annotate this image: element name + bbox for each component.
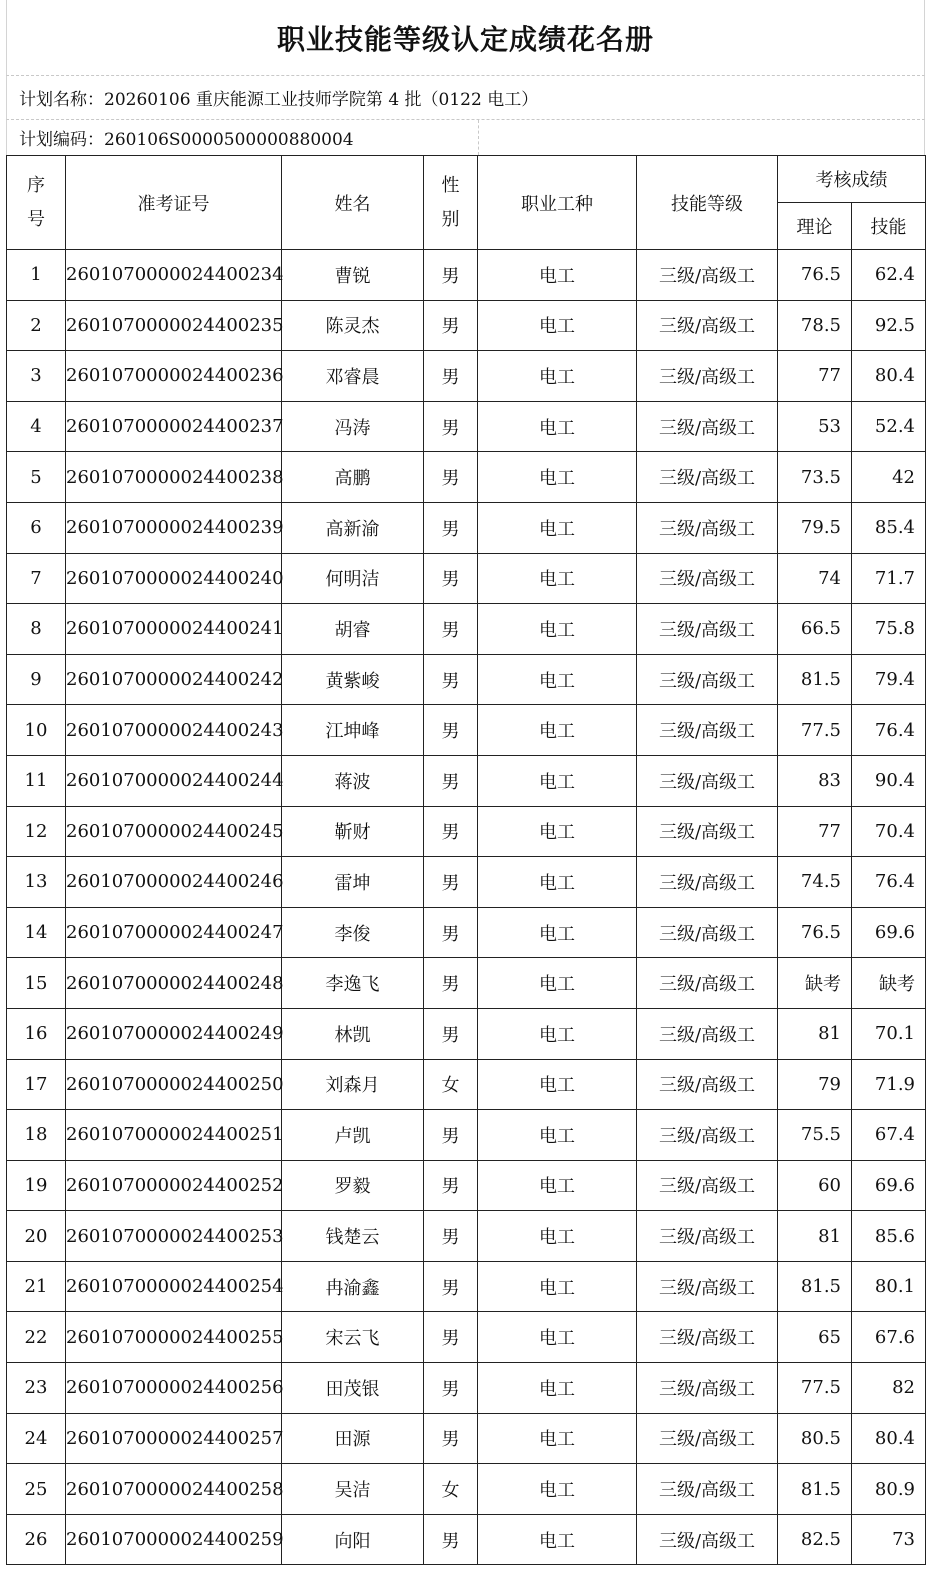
- cell-occupation: 电工: [478, 401, 637, 452]
- cell-ticket: 2601070000024400253: [66, 1211, 282, 1262]
- cell-gender: 男: [424, 958, 478, 1009]
- header-seq: 序 号: [7, 156, 66, 250]
- cell-occupation: 电工: [478, 1211, 637, 1262]
- table-row: [7, 300, 926, 351]
- cell-seq: 25: [7, 1464, 66, 1515]
- cell-skill: 76.4: [852, 705, 926, 756]
- cell-occupation: 电工: [478, 1413, 637, 1464]
- plan-code-row: [6, 120, 925, 155]
- cell-skill: 80.9: [852, 1464, 926, 1515]
- cell-ticket: 2601070000024400236: [66, 351, 282, 402]
- table-row: [7, 604, 926, 655]
- cell-ticket: 2601070000024400248: [66, 958, 282, 1009]
- table-row: [7, 806, 926, 857]
- cell-seq: 2: [7, 300, 66, 351]
- cell-level: 三级/高级工: [637, 553, 778, 604]
- cell-ticket: 2601070000024400238: [66, 452, 282, 503]
- cell-level: 三级/高级工: [637, 755, 778, 806]
- cell-theory: 77.5: [778, 1363, 852, 1414]
- cell-gender: 男: [424, 452, 478, 503]
- table-row: [7, 958, 926, 1009]
- cell-seq: 10: [7, 705, 66, 756]
- table-row: [7, 1059, 926, 1110]
- cell-theory: 77: [778, 351, 852, 402]
- cell-skill: 80.4: [852, 1413, 926, 1464]
- table-body: [7, 250, 926, 1565]
- cell-occupation: 电工: [478, 502, 637, 553]
- cell-occupation: 电工: [478, 1363, 637, 1414]
- table-row: [7, 907, 926, 958]
- cell-gender: 男: [424, 351, 478, 402]
- cell-theory: 81.5: [778, 1464, 852, 1515]
- table-row: [7, 1514, 926, 1565]
- cell-level: 三级/高级工: [637, 452, 778, 503]
- header-theory: 理论: [778, 203, 852, 250]
- cell-name: 陈灵杰: [282, 300, 424, 351]
- cell-name: 靳财: [282, 806, 424, 857]
- cell-name: 卢凯: [282, 1110, 424, 1161]
- cell-level: 三级/高级工: [637, 654, 778, 705]
- cell-ticket: 2601070000024400251: [66, 1110, 282, 1161]
- cell-gender: 男: [424, 1514, 478, 1565]
- cell-level: 三级/高级工: [637, 1211, 778, 1262]
- cell-theory: 81: [778, 1211, 852, 1262]
- cell-ticket: 2601070000024400240: [66, 553, 282, 604]
- cell-theory: 缺考: [778, 958, 852, 1009]
- cell-gender: 女: [424, 1464, 478, 1515]
- cell-skill: 73: [852, 1514, 926, 1565]
- cell-skill: 90.4: [852, 755, 926, 806]
- cell-occupation: 电工: [478, 1059, 637, 1110]
- cell-theory: 79.5: [778, 502, 852, 553]
- cell-skill: 52.4: [852, 401, 926, 452]
- cell-occupation: 电工: [478, 755, 637, 806]
- table-row: [7, 553, 926, 604]
- cell-name: 向阳: [282, 1514, 424, 1565]
- cell-theory: 77.5: [778, 705, 852, 756]
- cell-gender: 男: [424, 553, 478, 604]
- cell-skill: 67.4: [852, 1110, 926, 1161]
- table-row: [7, 452, 926, 503]
- score-table: [6, 155, 926, 1565]
- cell-gender: 男: [424, 806, 478, 857]
- cell-name: 曹锐: [282, 250, 424, 301]
- table-row: [7, 1464, 926, 1515]
- cell-theory: 76.5: [778, 250, 852, 301]
- cell-name: 罗毅: [282, 1160, 424, 1211]
- cell-gender: 男: [424, 857, 478, 908]
- cell-name: 高新渝: [282, 502, 424, 553]
- cell-ticket: 2601070000024400247: [66, 907, 282, 958]
- cell-occupation: 电工: [478, 1261, 637, 1312]
- cell-occupation: 电工: [478, 250, 637, 301]
- cell-skill: 85.4: [852, 502, 926, 553]
- cell-gender: 男: [424, 705, 478, 756]
- cell-occupation: 电工: [478, 351, 637, 402]
- cell-seq: 5: [7, 452, 66, 503]
- cell-level: 三级/高级工: [637, 1059, 778, 1110]
- cell-ticket: 2601070000024400241: [66, 604, 282, 655]
- table-row: [7, 654, 926, 705]
- cell-seq: 8: [7, 604, 66, 655]
- cell-gender: 男: [424, 1160, 478, 1211]
- header-gender: 性 别: [424, 156, 478, 250]
- cell-ticket: 2601070000024400250: [66, 1059, 282, 1110]
- cell-ticket: 2601070000024400257: [66, 1413, 282, 1464]
- cell-skill: 67.6: [852, 1312, 926, 1363]
- cell-ticket: 2601070000024400239: [66, 502, 282, 553]
- cell-theory: 79: [778, 1059, 852, 1110]
- cell-occupation: 电工: [478, 1312, 637, 1363]
- cell-ticket: 2601070000024400256: [66, 1363, 282, 1414]
- cell-theory: 73.5: [778, 452, 852, 503]
- cell-occupation: 电工: [478, 907, 637, 958]
- cell-ticket: 2601070000024400255: [66, 1312, 282, 1363]
- cell-seq: 4: [7, 401, 66, 452]
- cell-gender: 女: [424, 1059, 478, 1110]
- cell-seq: 21: [7, 1261, 66, 1312]
- cell-level: 三级/高级工: [637, 806, 778, 857]
- table-row: [7, 705, 926, 756]
- cell-ticket: 2601070000024400244: [66, 755, 282, 806]
- cell-name: 吴洁: [282, 1464, 424, 1515]
- cell-seq: 26: [7, 1514, 66, 1565]
- cell-ticket: 2601070000024400254: [66, 1261, 282, 1312]
- cell-seq: 23: [7, 1363, 66, 1414]
- cell-theory: 81.5: [778, 1261, 852, 1312]
- cell-gender: 男: [424, 1110, 478, 1161]
- cell-theory: 75.5: [778, 1110, 852, 1161]
- cell-seq: 16: [7, 1008, 66, 1059]
- cell-level: 三级/高级工: [637, 502, 778, 553]
- cell-level: 三级/高级工: [637, 300, 778, 351]
- cell-occupation: 电工: [478, 1464, 637, 1515]
- cell-level: 三级/高级工: [637, 1514, 778, 1565]
- cell-gender: 男: [424, 1211, 478, 1262]
- cell-ticket: 2601070000024400249: [66, 1008, 282, 1059]
- header-name: 姓名: [282, 156, 424, 250]
- cell-seq: 14: [7, 907, 66, 958]
- cell-occupation: 电工: [478, 1160, 637, 1211]
- cell-skill: 69.6: [852, 1160, 926, 1211]
- cell-occupation: 电工: [478, 604, 637, 655]
- cell-skill: 42: [852, 452, 926, 503]
- cell-name: 钱楚云: [282, 1211, 424, 1262]
- table-row: [7, 401, 926, 452]
- cell-ticket: 2601070000024400259: [66, 1514, 282, 1565]
- table-row: [7, 857, 926, 908]
- cell-theory: 81.5: [778, 654, 852, 705]
- cell-name: 冉渝鑫: [282, 1261, 424, 1312]
- cell-occupation: 电工: [478, 553, 637, 604]
- cell-gender: 男: [424, 401, 478, 452]
- cell-theory: 66.5: [778, 604, 852, 655]
- cell-seq: 6: [7, 502, 66, 553]
- cell-name: 田茂银: [282, 1363, 424, 1414]
- cell-level: 三级/高级工: [637, 1363, 778, 1414]
- cell-gender: 男: [424, 1312, 478, 1363]
- cell-level: 三级/高级工: [637, 907, 778, 958]
- cell-level: 三级/高级工: [637, 351, 778, 402]
- cell-ticket: 2601070000024400234: [66, 250, 282, 301]
- roster-sheet: [6, 0, 925, 1565]
- cell-gender: 男: [424, 1008, 478, 1059]
- cell-name: 蒋波: [282, 755, 424, 806]
- cell-theory: 81: [778, 1008, 852, 1059]
- cell-gender: 男: [424, 755, 478, 806]
- cell-level: 三级/高级工: [637, 1261, 778, 1312]
- cell-level: 三级/高级工: [637, 250, 778, 301]
- cell-seq: 18: [7, 1110, 66, 1161]
- table-row: [7, 1261, 926, 1312]
- cell-theory: 82.5: [778, 1514, 852, 1565]
- cell-ticket: 2601070000024400242: [66, 654, 282, 705]
- cell-ticket: 2601070000024400245: [66, 806, 282, 857]
- cell-name: 冯涛: [282, 401, 424, 452]
- header-occupation: 职业工种: [478, 156, 637, 250]
- cell-skill: 70.1: [852, 1008, 926, 1059]
- cell-level: 三级/高级工: [637, 1008, 778, 1059]
- cell-occupation: 电工: [478, 1110, 637, 1161]
- cell-level: 三级/高级工: [637, 1413, 778, 1464]
- cell-level: 三级/高级工: [637, 705, 778, 756]
- cell-name: 何明洁: [282, 553, 424, 604]
- cell-ticket: 2601070000024400258: [66, 1464, 282, 1515]
- cell-name: 田源: [282, 1413, 424, 1464]
- table-row: [7, 1312, 926, 1363]
- cell-skill: 79.4: [852, 654, 926, 705]
- cell-skill: 82: [852, 1363, 926, 1414]
- table-row: [7, 1211, 926, 1262]
- cell-name: 李俊: [282, 907, 424, 958]
- cell-skill: 缺考: [852, 958, 926, 1009]
- cell-level: 三级/高级工: [637, 1160, 778, 1211]
- plan-code: 计划编码：260106S0000500000880004: [19, 130, 354, 150]
- cell-seq: 9: [7, 654, 66, 705]
- cell-gender: 男: [424, 654, 478, 705]
- header-ticket: 准考证号: [66, 156, 282, 250]
- cell-theory: 65: [778, 1312, 852, 1363]
- cell-occupation: 电工: [478, 300, 637, 351]
- cell-name: 高鹏: [282, 452, 424, 503]
- cell-level: 三级/高级工: [637, 1312, 778, 1363]
- cell-ticket: 2601070000024400235: [66, 300, 282, 351]
- cell-occupation: 电工: [478, 1008, 637, 1059]
- cell-theory: 77: [778, 806, 852, 857]
- table-row: [7, 250, 926, 301]
- cell-skill: 71.7: [852, 553, 926, 604]
- cell-level: 三级/高级工: [637, 958, 778, 1009]
- table-row: [7, 1160, 926, 1211]
- page-title: 职业技能等级认定成绩花名册: [6, 0, 925, 76]
- cell-level: 三级/高级工: [637, 857, 778, 908]
- table-row: [7, 1363, 926, 1414]
- plan-name: 计划名称：20260106 重庆能源工业技师学院第 4 批（0122 电工）: [6, 76, 925, 120]
- cell-name: 江坤峰: [282, 705, 424, 756]
- cell-gender: 男: [424, 1363, 478, 1414]
- table-row: [7, 502, 926, 553]
- cell-theory: 80.5: [778, 1413, 852, 1464]
- cell-occupation: 电工: [478, 806, 637, 857]
- cell-gender: 男: [424, 502, 478, 553]
- table-row: [7, 755, 926, 806]
- cell-gender: 男: [424, 907, 478, 958]
- cell-skill: 69.6: [852, 907, 926, 958]
- cell-skill: 92.5: [852, 300, 926, 351]
- cell-seq: 22: [7, 1312, 66, 1363]
- cell-name: 刘森月: [282, 1059, 424, 1110]
- header-score-group: 考核成绩: [778, 156, 926, 203]
- cell-skill: 71.9: [852, 1059, 926, 1110]
- cell-name: 宋云飞: [282, 1312, 424, 1363]
- cell-theory: 76.5: [778, 907, 852, 958]
- cell-gender: 男: [424, 1413, 478, 1464]
- cell-skill: 85.6: [852, 1211, 926, 1262]
- cell-seq: 3: [7, 351, 66, 402]
- table-row: [7, 1413, 926, 1464]
- cell-gender: 男: [424, 1261, 478, 1312]
- cell-seq: 13: [7, 857, 66, 908]
- cell-level: 三级/高级工: [637, 1110, 778, 1161]
- cell-occupation: 电工: [478, 1514, 637, 1565]
- table-row: [7, 351, 926, 402]
- cell-skill: 80.1: [852, 1261, 926, 1312]
- cell-seq: 7: [7, 553, 66, 604]
- cell-ticket: 2601070000024400243: [66, 705, 282, 756]
- cell-name: 林凯: [282, 1008, 424, 1059]
- cell-ticket: 2601070000024400237: [66, 401, 282, 452]
- cell-gender: 男: [424, 604, 478, 655]
- cell-skill: 70.4: [852, 806, 926, 857]
- cell-ticket: 2601070000024400246: [66, 857, 282, 908]
- cell-level: 三级/高级工: [637, 401, 778, 452]
- header-level: 技能等级: [637, 156, 778, 250]
- cell-seq: 11: [7, 755, 66, 806]
- cell-level: 三级/高级工: [637, 604, 778, 655]
- cell-seq: 19: [7, 1160, 66, 1211]
- cell-occupation: 电工: [478, 452, 637, 503]
- cell-name: 胡睿: [282, 604, 424, 655]
- cell-occupation: 电工: [478, 857, 637, 908]
- cell-gender: 男: [424, 250, 478, 301]
- cell-occupation: 电工: [478, 705, 637, 756]
- cell-name: 邓睿晨: [282, 351, 424, 402]
- table-row: [7, 1008, 926, 1059]
- cell-seq: 24: [7, 1413, 66, 1464]
- cell-skill: 76.4: [852, 857, 926, 908]
- cell-name: 黄紫峻: [282, 654, 424, 705]
- cell-skill: 75.8: [852, 604, 926, 655]
- cell-theory: 74.5: [778, 857, 852, 908]
- cell-seq: 1: [7, 250, 66, 301]
- cell-skill: 80.4: [852, 351, 926, 402]
- cell-seq: 15: [7, 958, 66, 1009]
- cell-name: 李逸飞: [282, 958, 424, 1009]
- cell-seq: 20: [7, 1211, 66, 1262]
- cell-gender: 男: [424, 300, 478, 351]
- cell-name: 雷坤: [282, 857, 424, 908]
- cell-theory: 78.5: [778, 300, 852, 351]
- cell-theory: 74: [778, 553, 852, 604]
- cell-theory: 83: [778, 755, 852, 806]
- cell-skill: 62.4: [852, 250, 926, 301]
- cell-theory: 53: [778, 401, 852, 452]
- cell-ticket: 2601070000024400252: [66, 1160, 282, 1211]
- cell-theory: 60: [778, 1160, 852, 1211]
- cell-occupation: 电工: [478, 958, 637, 1009]
- cell-level: 三级/高级工: [637, 1464, 778, 1515]
- header-skill: 技能: [852, 203, 926, 250]
- table-row: [7, 1110, 926, 1161]
- cell-seq: 17: [7, 1059, 66, 1110]
- cell-divider: [478, 120, 479, 155]
- cell-seq: 12: [7, 806, 66, 857]
- cell-occupation: 电工: [478, 654, 637, 705]
